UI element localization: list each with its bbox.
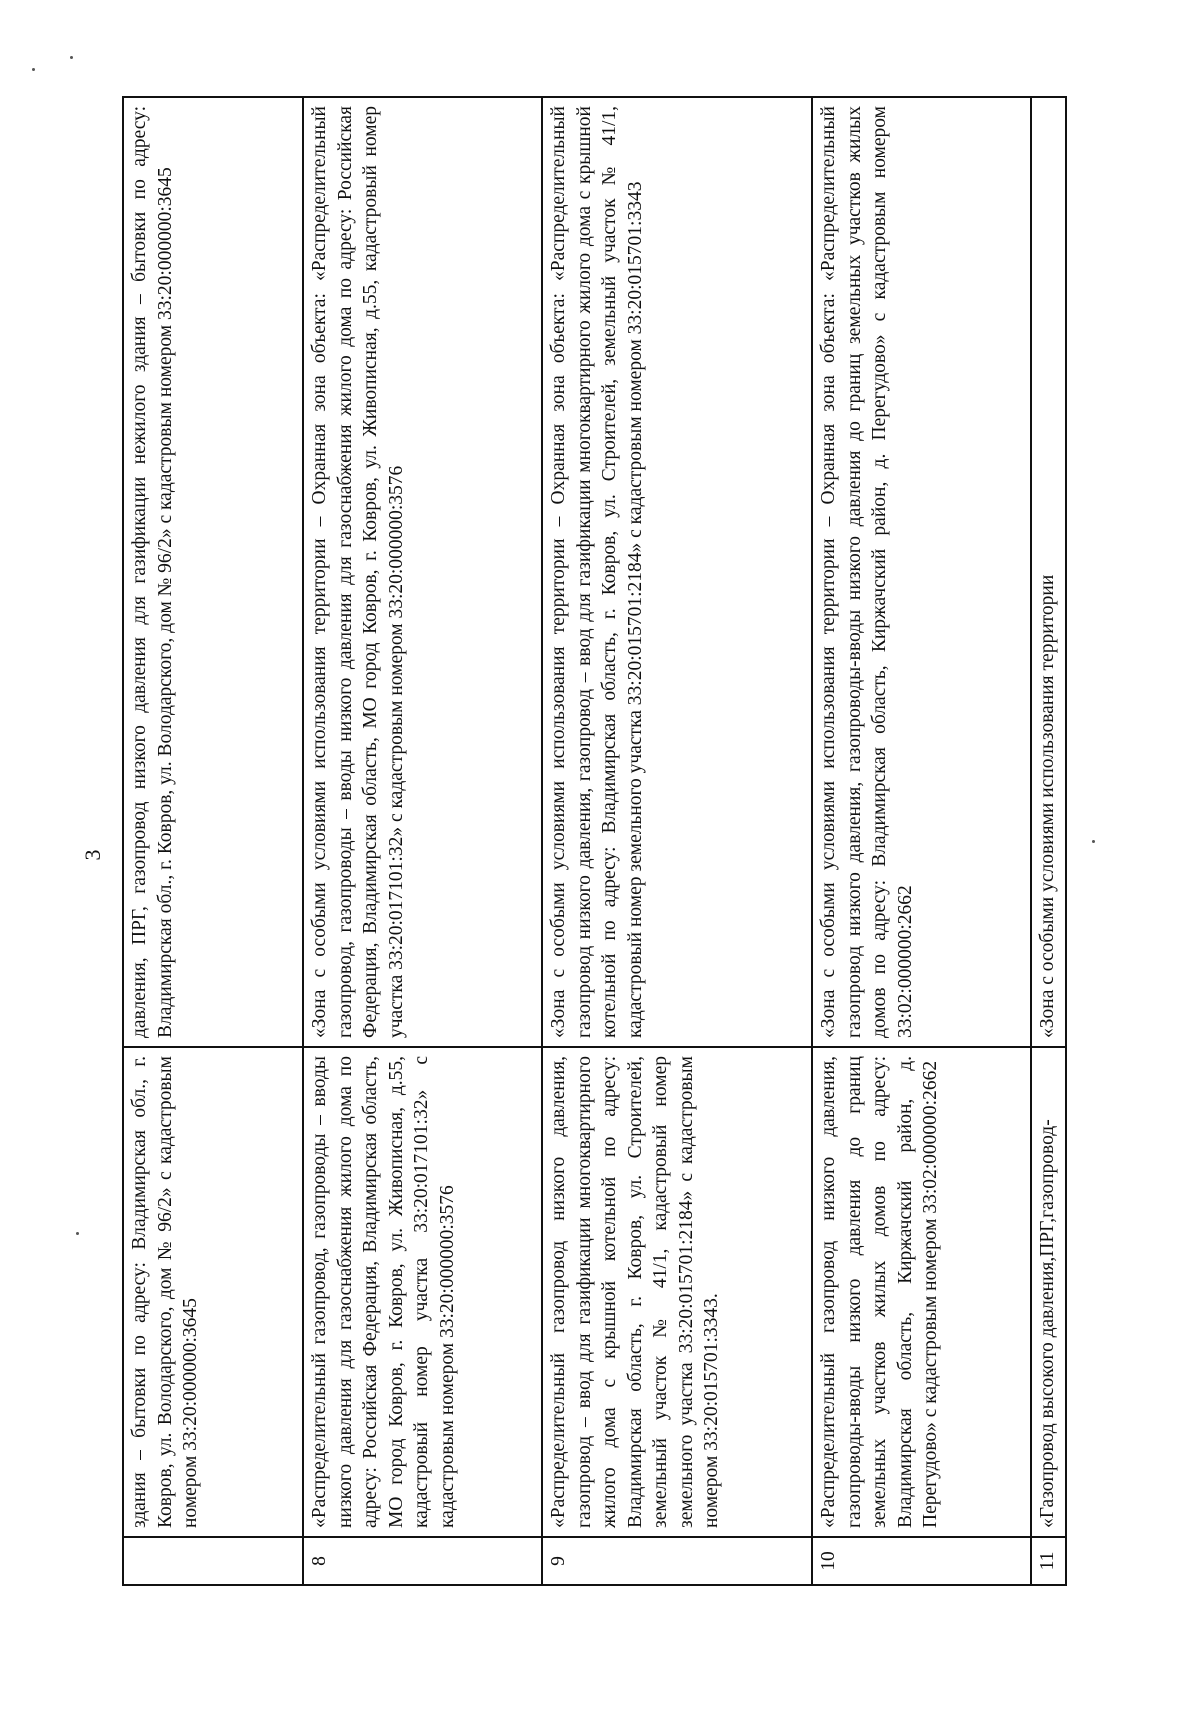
row-number-cell: 11	[1031, 1537, 1066, 1585]
row-number-cell: 10	[812, 1537, 1030, 1585]
object-cell: «Распределительный газопровод низкого давления, газопроводы-вводы низкого давления до границ земельных участков жилых домов по адресу: Владимирская область, Киржачский район, д. Перегудово» с кадастровым номером 33:02:000000:2662	[812, 1047, 1030, 1537]
scan-speck	[32, 68, 35, 71]
page-number: 3	[80, 849, 105, 861]
object-cell: «Распределительный газопровод низкого давления, газопровод – ввод для газификации многоквартирного жилого дома с крышной котельной по адресу: Владимирская область, г. Ковров, ул. Строителей, земельный участок № 41/1, кадастровый номер земельного участка 33:20:015701:2184» с кадастровым номером 33:20:015701:3343.	[542, 1047, 812, 1537]
rotated-table-frame	[122, 96, 1067, 1586]
scan-speck	[70, 56, 73, 59]
zone-cell: «Зона с особыми условиями использования территории – Охранная зона объекта: «Распределительный газопровод, газопроводы – вводы низкого давления для газоснабжения жилого дома по адресу: Российская Федерация, Владимирская область, МО город Ковров, г. Ковров, ул. Живописная, д.55, кадастровый номер участка 33:20:017101:32» с кадастровым номером 33:20:000000:3576	[303, 97, 542, 1047]
scan-speck	[76, 1232, 79, 1235]
row-number-cell: 9	[542, 1537, 812, 1585]
table-row	[1031, 97, 1066, 1585]
object-cell: «Газопровод высокого давления,ПРГ,газопровод-	[1031, 1047, 1066, 1537]
row-number-cell	[123, 1537, 303, 1585]
zone-cell: давления, ПРГ, газопровод низкого давления для газификации нежилого здания – бытовки по адресу: Владимирская обл., г. Ковров, ул. Володарского, дом № 96/2» с кадастровым номером 33:20:000000:3645	[123, 97, 303, 1047]
table-row	[303, 97, 542, 1585]
table-row	[123, 97, 303, 1585]
table-row	[812, 97, 1030, 1585]
zone-cell: «Зона с особыми условиями использования территории	[1031, 97, 1066, 1047]
zone-cell: «Зона с особыми условиями использования территории – Охранная зона объекта: «Распределительный газопровод низкого давления, газопроводы-вводы низкого давления до границ земельных участков жилых домов по адресу: Владимирская область, Киржачский район, д. Перегудово» с кадастровым номером 33:02:000000:2662	[812, 97, 1030, 1047]
table-row	[542, 97, 812, 1585]
object-cell: здания – бытовки по адресу: Владимирская обл., г. Ковров, ул. Володарского, дом № 96/2» с кадастровым номером 33:20:000000:3645	[123, 1047, 303, 1537]
zones-table	[122, 96, 1067, 1586]
row-number-cell: 8	[303, 1537, 542, 1585]
scan-speck	[1092, 840, 1095, 843]
zone-cell: «Зона с особыми условиями использования территории – Охранная зона объекта: «Распределительный газопровод низкого давления, газопровод – ввод для газификации многоквартирного жилого дома с крышной котельной по адресу: Владимирская область, г. Ковров, ул. Строителей, земельный участок № 41/1, кадастровый номер земельного участка 33:20:015701:2184» с кадастровым номером 33:20:015701:3343	[542, 97, 812, 1047]
object-cell: «Распределительный газопровод, газопроводы – вводы низкого давления для газоснабжения жилого дома по адресу: Российская Федерация, Владимирская область, МО город Ковров, г. Ковров, ул. Живописная, д.55, кадастровый номер участка 33:20:017101:32» с кадастровым номером 33:20:000000:3576	[303, 1047, 542, 1537]
